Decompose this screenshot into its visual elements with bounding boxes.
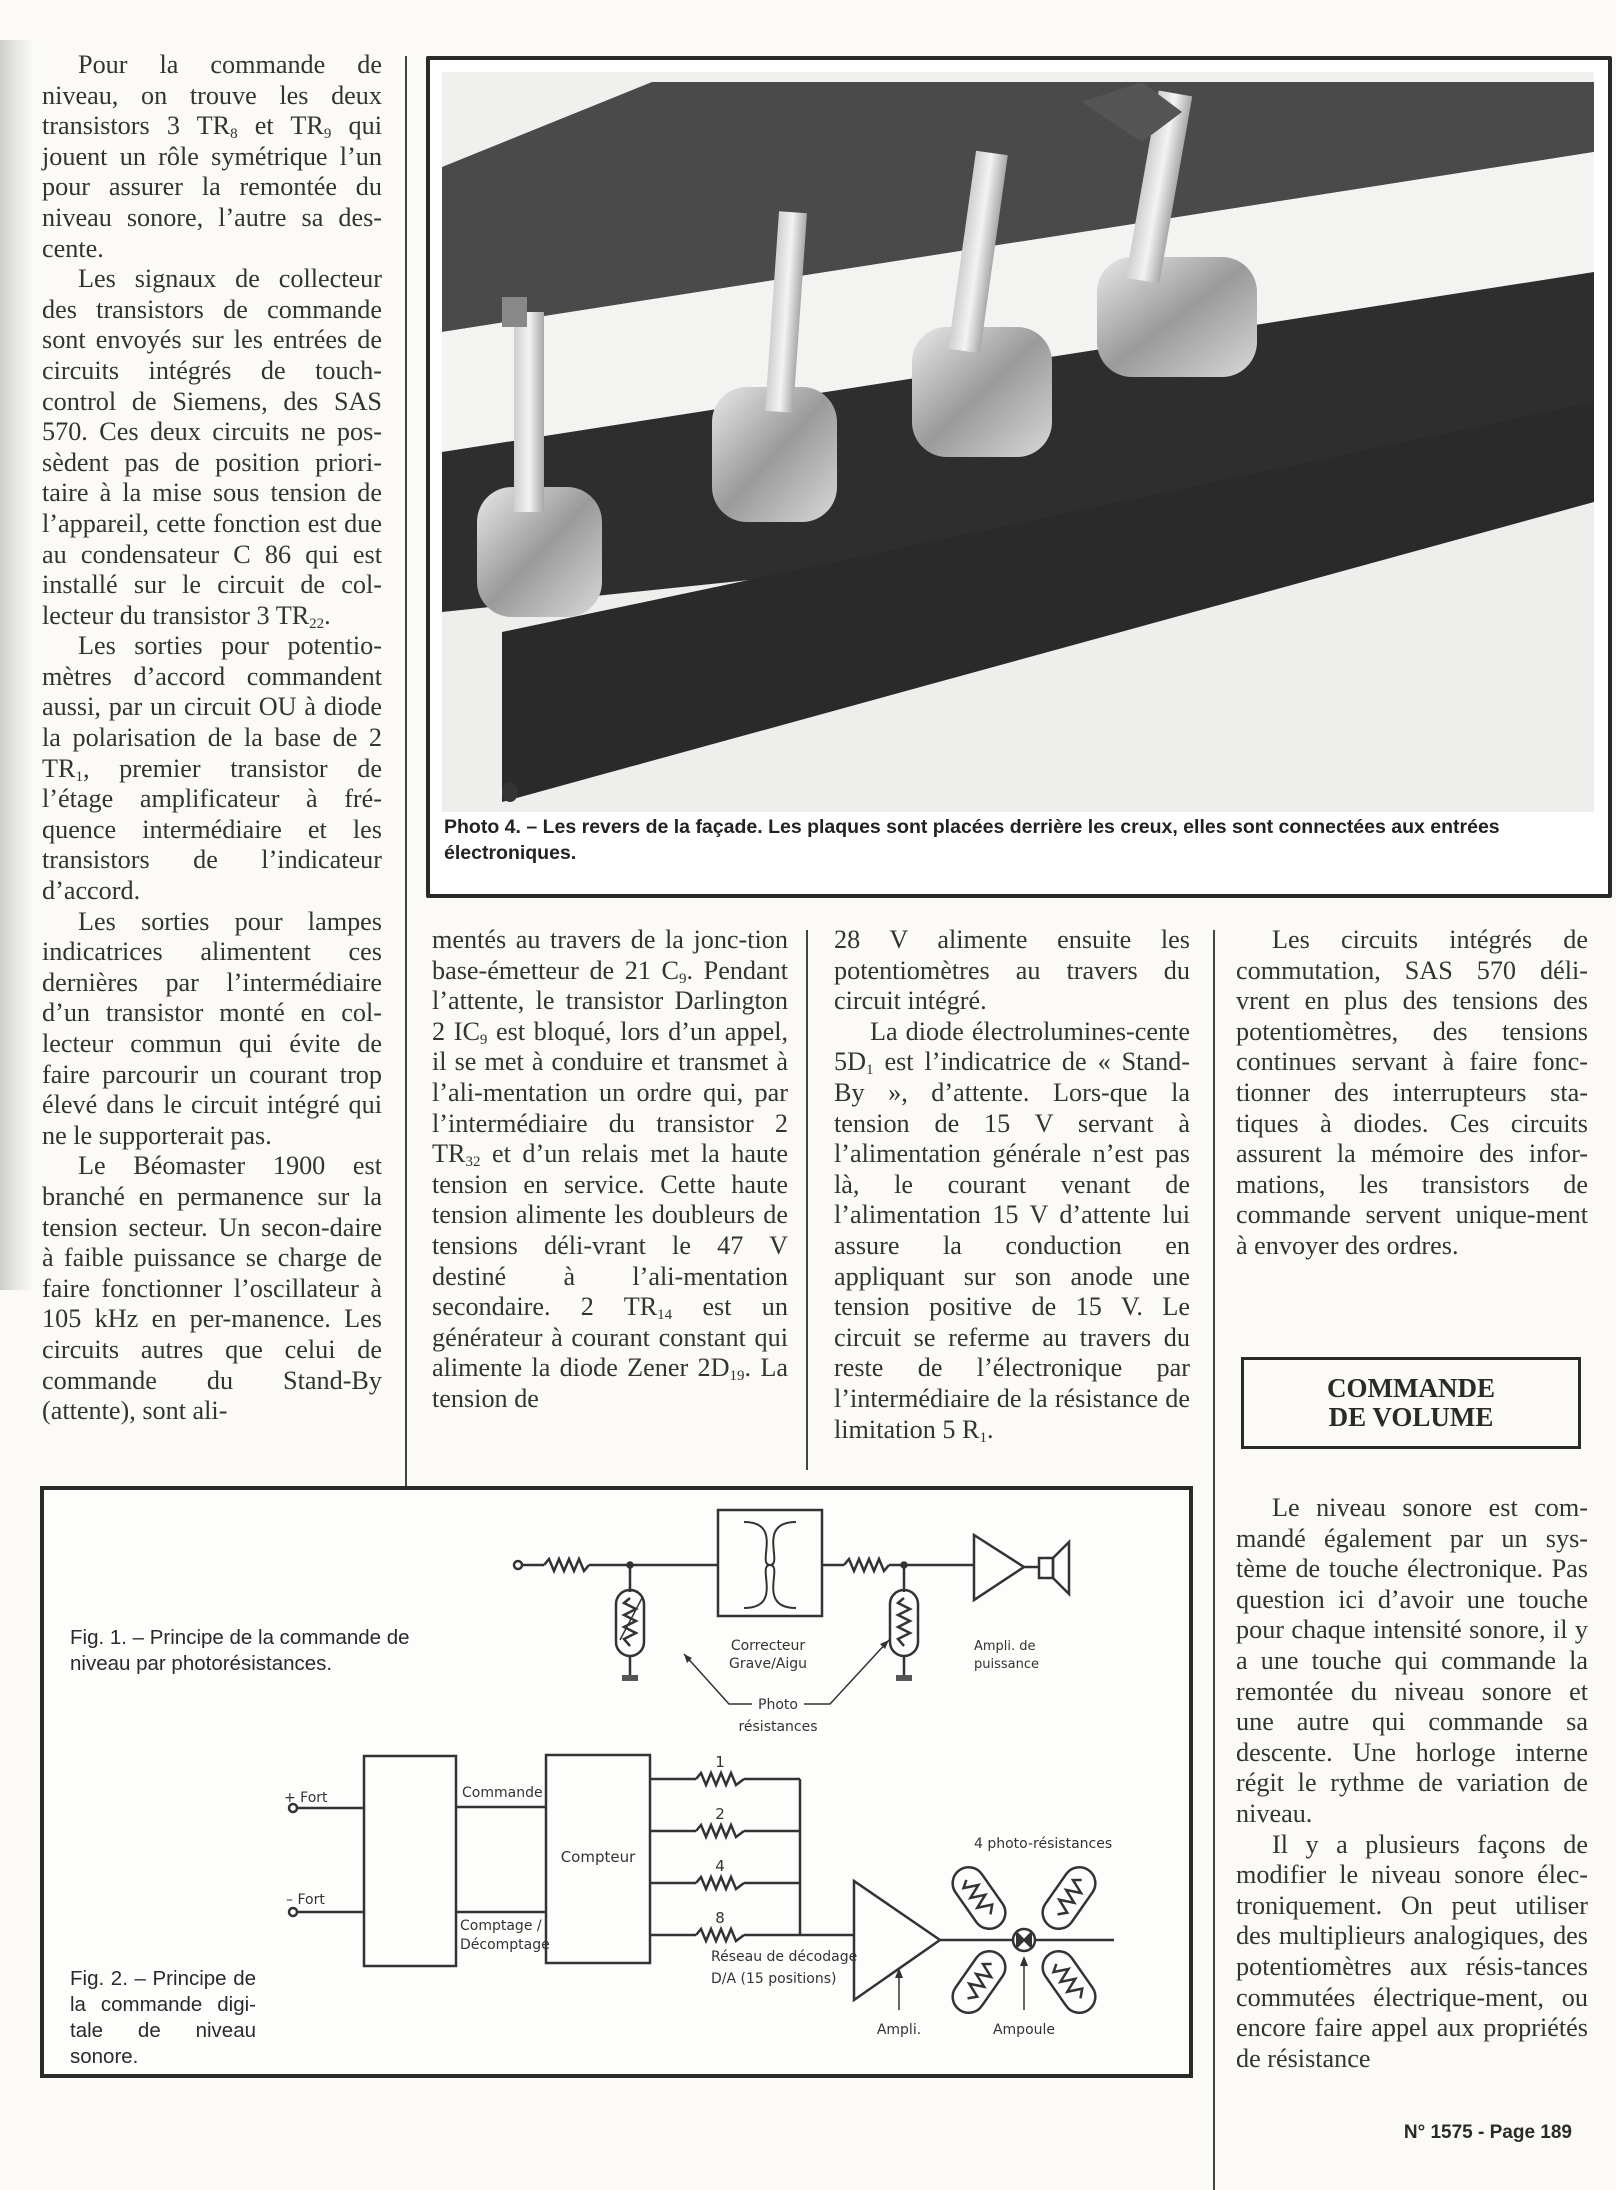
input-terminal bbox=[514, 1561, 522, 1569]
paragraph: Le niveau sonore est com-mandé également par un sys-tème de touche électronique. Pas question ici d’avoir une touche pour chaque intensité sonore, il y a une touche qui commande la remontée du niveau sonore et une autre qui commande sa descente. Une horloge interne régit le rythme de variation de niveau. bbox=[1236, 1493, 1588, 1828]
section-heading-line: DE VOLUME bbox=[1328, 1402, 1494, 1432]
fig2-caption-line: sonore. bbox=[70, 2045, 139, 2068]
photoresistor bbox=[946, 1945, 1011, 2019]
fig1-caption-line: Fig. 1. – Principe de la commande de bbox=[70, 1626, 410, 1649]
tone-corrector-block bbox=[718, 1510, 822, 1616]
paragraph: Il y a plusieurs façons de modifier le niveau sonore élec-troniquement. On peut utiliser des multiplieurs analogiques, des potentiomètres aux résis-tances commutées électrique-ment, ou encore faire appel aux propriétés de résistance bbox=[1236, 1829, 1588, 2073]
photo-figure bbox=[426, 56, 1612, 898]
scan-binding-shadow bbox=[0, 40, 34, 1290]
label-comptage: Comptage / bbox=[460, 1918, 542, 1934]
fig1-diagram bbox=[514, 1510, 1069, 1735]
resistor-weight-label: 2 bbox=[715, 1805, 725, 1823]
plus-fort-terminal[interactable] bbox=[289, 1804, 297, 1812]
paragraph: Les circuits intégrés de commutation, SAS 570 déli-vrent en plus des tensions des potentiomètres, des tensions continues servant à faire fonc-tionner des interrupteurs sta-tiques à diodes. Ces circuits assurent la mémoire des infor-mations, les transistors de commande servent unique-ment à envoyer des ordres. bbox=[1236, 925, 1588, 1260]
dac-ladder bbox=[650, 1753, 800, 1941]
resistor-weight-label: 1 bbox=[715, 1753, 725, 1771]
text-column-2 bbox=[432, 925, 788, 1415]
label-compteur: Compteur bbox=[560, 1848, 636, 1866]
weighted-resistor bbox=[650, 1857, 800, 1889]
figure-box bbox=[40, 1486, 1193, 2078]
paragraph: Pour la commande de niveau, on trouve les deux transistors 3 $TR_8$ et $TR_9$ qui jouent un rôle symétrique l’un pour assurer la remontée du niveau sonore, l’autre sa des-cente. bbox=[42, 50, 382, 263]
label-ampli-2: Ampli. bbox=[876, 2022, 922, 2038]
power-amplifier bbox=[974, 1535, 1024, 1600]
resistor-weight-label: 8 bbox=[715, 1909, 725, 1927]
paragraph: La diode électrolumines-cente $5D_1$ est l’indicatrice de « Stand-By », d’attente. Lors-que la tension de 15 V servant à l’alimentation générale n’est pas là, le courant venant de l’alimentation 15 V d’attente lui assure la conduction en appliquant sur son anode une tension positive de 15 V. Le circuit se referme au travers du reste de l’électronique par l’intermédiaire de la résistance de limitation 5 $R_1$. bbox=[834, 1016, 1190, 1446]
section-heading-line: COMMANDE bbox=[1327, 1373, 1495, 1403]
label-puissance: puissance bbox=[974, 1657, 1039, 1672]
minus-fort-terminal[interactable] bbox=[289, 1908, 297, 1916]
photoresistor bbox=[946, 1861, 1011, 1935]
label-4-photoresistances: 4 photo-résistances bbox=[974, 1836, 1113, 1852]
command-logic-block bbox=[364, 1756, 456, 1966]
photo-illustration bbox=[442, 72, 1594, 812]
paragraph: Les sorties pour potentio-mètres d’accord commandent aussi, par un circuit OU à diode la polarisation de la base de 2 $TR_1$, premier transistor de l’étage amplificateur à fré-quence intermédiaire et les transistors de l’indicateur d’accord. bbox=[42, 631, 382, 906]
page-footer: N° 1575 - Page 189 bbox=[1403, 2122, 1572, 2143]
column-rule bbox=[1213, 930, 1215, 2190]
label-moins-fort: – Fort bbox=[286, 1892, 325, 1908]
label-ampli: Ampli. de bbox=[974, 1639, 1036, 1654]
label-plus-fort: + Fort bbox=[284, 1790, 328, 1806]
photo-facade-image bbox=[442, 72, 1594, 812]
label-commande: Commande bbox=[462, 1785, 543, 1801]
circuit-diagrams bbox=[44, 1490, 1189, 2074]
paragraph: 28 V alimente ensuite les potentiomètres au travers du circuit intégré. bbox=[834, 925, 1190, 1016]
label-ampoule: Ampoule bbox=[992, 2022, 1056, 2038]
ground-symbol bbox=[896, 1675, 912, 1681]
fig2-caption-line: tale de niveau bbox=[70, 2019, 256, 2042]
text-column-3 bbox=[834, 925, 1190, 1445]
ground-symbol bbox=[622, 1675, 638, 1681]
photoresistor bbox=[1036, 1861, 1101, 1935]
column-rule bbox=[806, 930, 808, 1470]
weighted-resistor bbox=[650, 1909, 800, 1941]
text-column-4-top bbox=[1236, 925, 1588, 1262]
paragraph: Les sorties pour lampes indicatrices alimentent ces dernières par l’intermédiaire d’un transistor monté en col-lecteur commun qui évite de faire parcourir un courant trop élevé dans le circuit intégré qui ne le supporterait pas. bbox=[42, 906, 382, 1150]
paragraph: Les signaux de collecteur des transistors de commande sont envoyés sur les entrées de circuits intégrés de touch-control de Siemens, des SAS 570. Ces deux circuits ne pos-sèdent pas de position priori-taire à la mise sous tension de l’appareil, cette fonction est due au condensateur C 86 qui est installé sur le circuit de col-lecteur du transistor 3 $TR_{22}$. bbox=[42, 264, 382, 632]
label-resistances: résistances bbox=[738, 1719, 818, 1735]
label-decomptage: Décomptage bbox=[460, 1937, 550, 1953]
photoresistor bbox=[1036, 1945, 1101, 2019]
fig2-caption-line: la commande digi- bbox=[70, 1993, 256, 2016]
weighted-resistor bbox=[650, 1753, 800, 1785]
weighted-resistor bbox=[650, 1805, 800, 1837]
resistor-weight-label: 4 bbox=[715, 1857, 725, 1875]
label-reseau: Réseau de décodage bbox=[711, 1949, 858, 1965]
loudspeaker bbox=[1039, 1558, 1053, 1578]
photo-caption-line: électroniques. bbox=[444, 842, 577, 864]
photo-caption bbox=[444, 814, 1594, 866]
label-grave-aigu: Grave/Aigu bbox=[728, 1656, 808, 1672]
paragraph: mentés au travers de la jonc-tion base-émetteur de 21 $C_9$. Pendant l’attente, le transistor Darlington 2 $IC_9$ est bloqué, lors d’un appel, il se met à conduire et transmet à l’ali-mentation un ordre qui, par l’intermédiaire du transistor 2 $TR_{32}$ et d’un relais met la haute tension en service. Cette haute tension alimente les doubleurs de tensions déli-vrant le 47 V destiné à l’ali-mentation secondaire. 2 $TR_{14}$ est un générateur à courant constant qui alimente la diode Zener $2D_{19}$. La tension de bbox=[432, 925, 789, 1413]
series-resistor bbox=[544, 1559, 589, 1571]
label-photo: Photo bbox=[758, 1697, 798, 1713]
section-heading-box bbox=[1241, 1357, 1581, 1449]
label-correcteur: Correcteur bbox=[730, 1638, 806, 1654]
amplifier bbox=[854, 1881, 940, 2000]
fig2-diagram bbox=[284, 1753, 1114, 2038]
photo-caption-line: Photo 4. – Les revers de la façade. Les plaques sont placées derrière les creux, elles sont connectées aux entrées bbox=[444, 816, 1500, 838]
label-da-positions: D/A (15 positions) bbox=[711, 1971, 837, 1987]
text-column-1 bbox=[42, 50, 382, 1427]
paragraph: Le Béomaster 1900 est branché en permanence sur la tension secteur. Un secon-daire à faible puissance se charge de faire fonctionner l’oscillateur à 105 kHz en per-manence. Les circuits autres que celui de commande du Stand-By (attente), sont ali- bbox=[42, 1151, 382, 1426]
fig2-caption-line: Fig. 2. – Principe de bbox=[70, 1967, 256, 1990]
fig1-caption-line: niveau par photorésistances. bbox=[70, 1652, 333, 1675]
column-rule bbox=[405, 56, 407, 1486]
text-column-4-bottom bbox=[1236, 1493, 1588, 2074]
series-resistor bbox=[844, 1559, 889, 1571]
